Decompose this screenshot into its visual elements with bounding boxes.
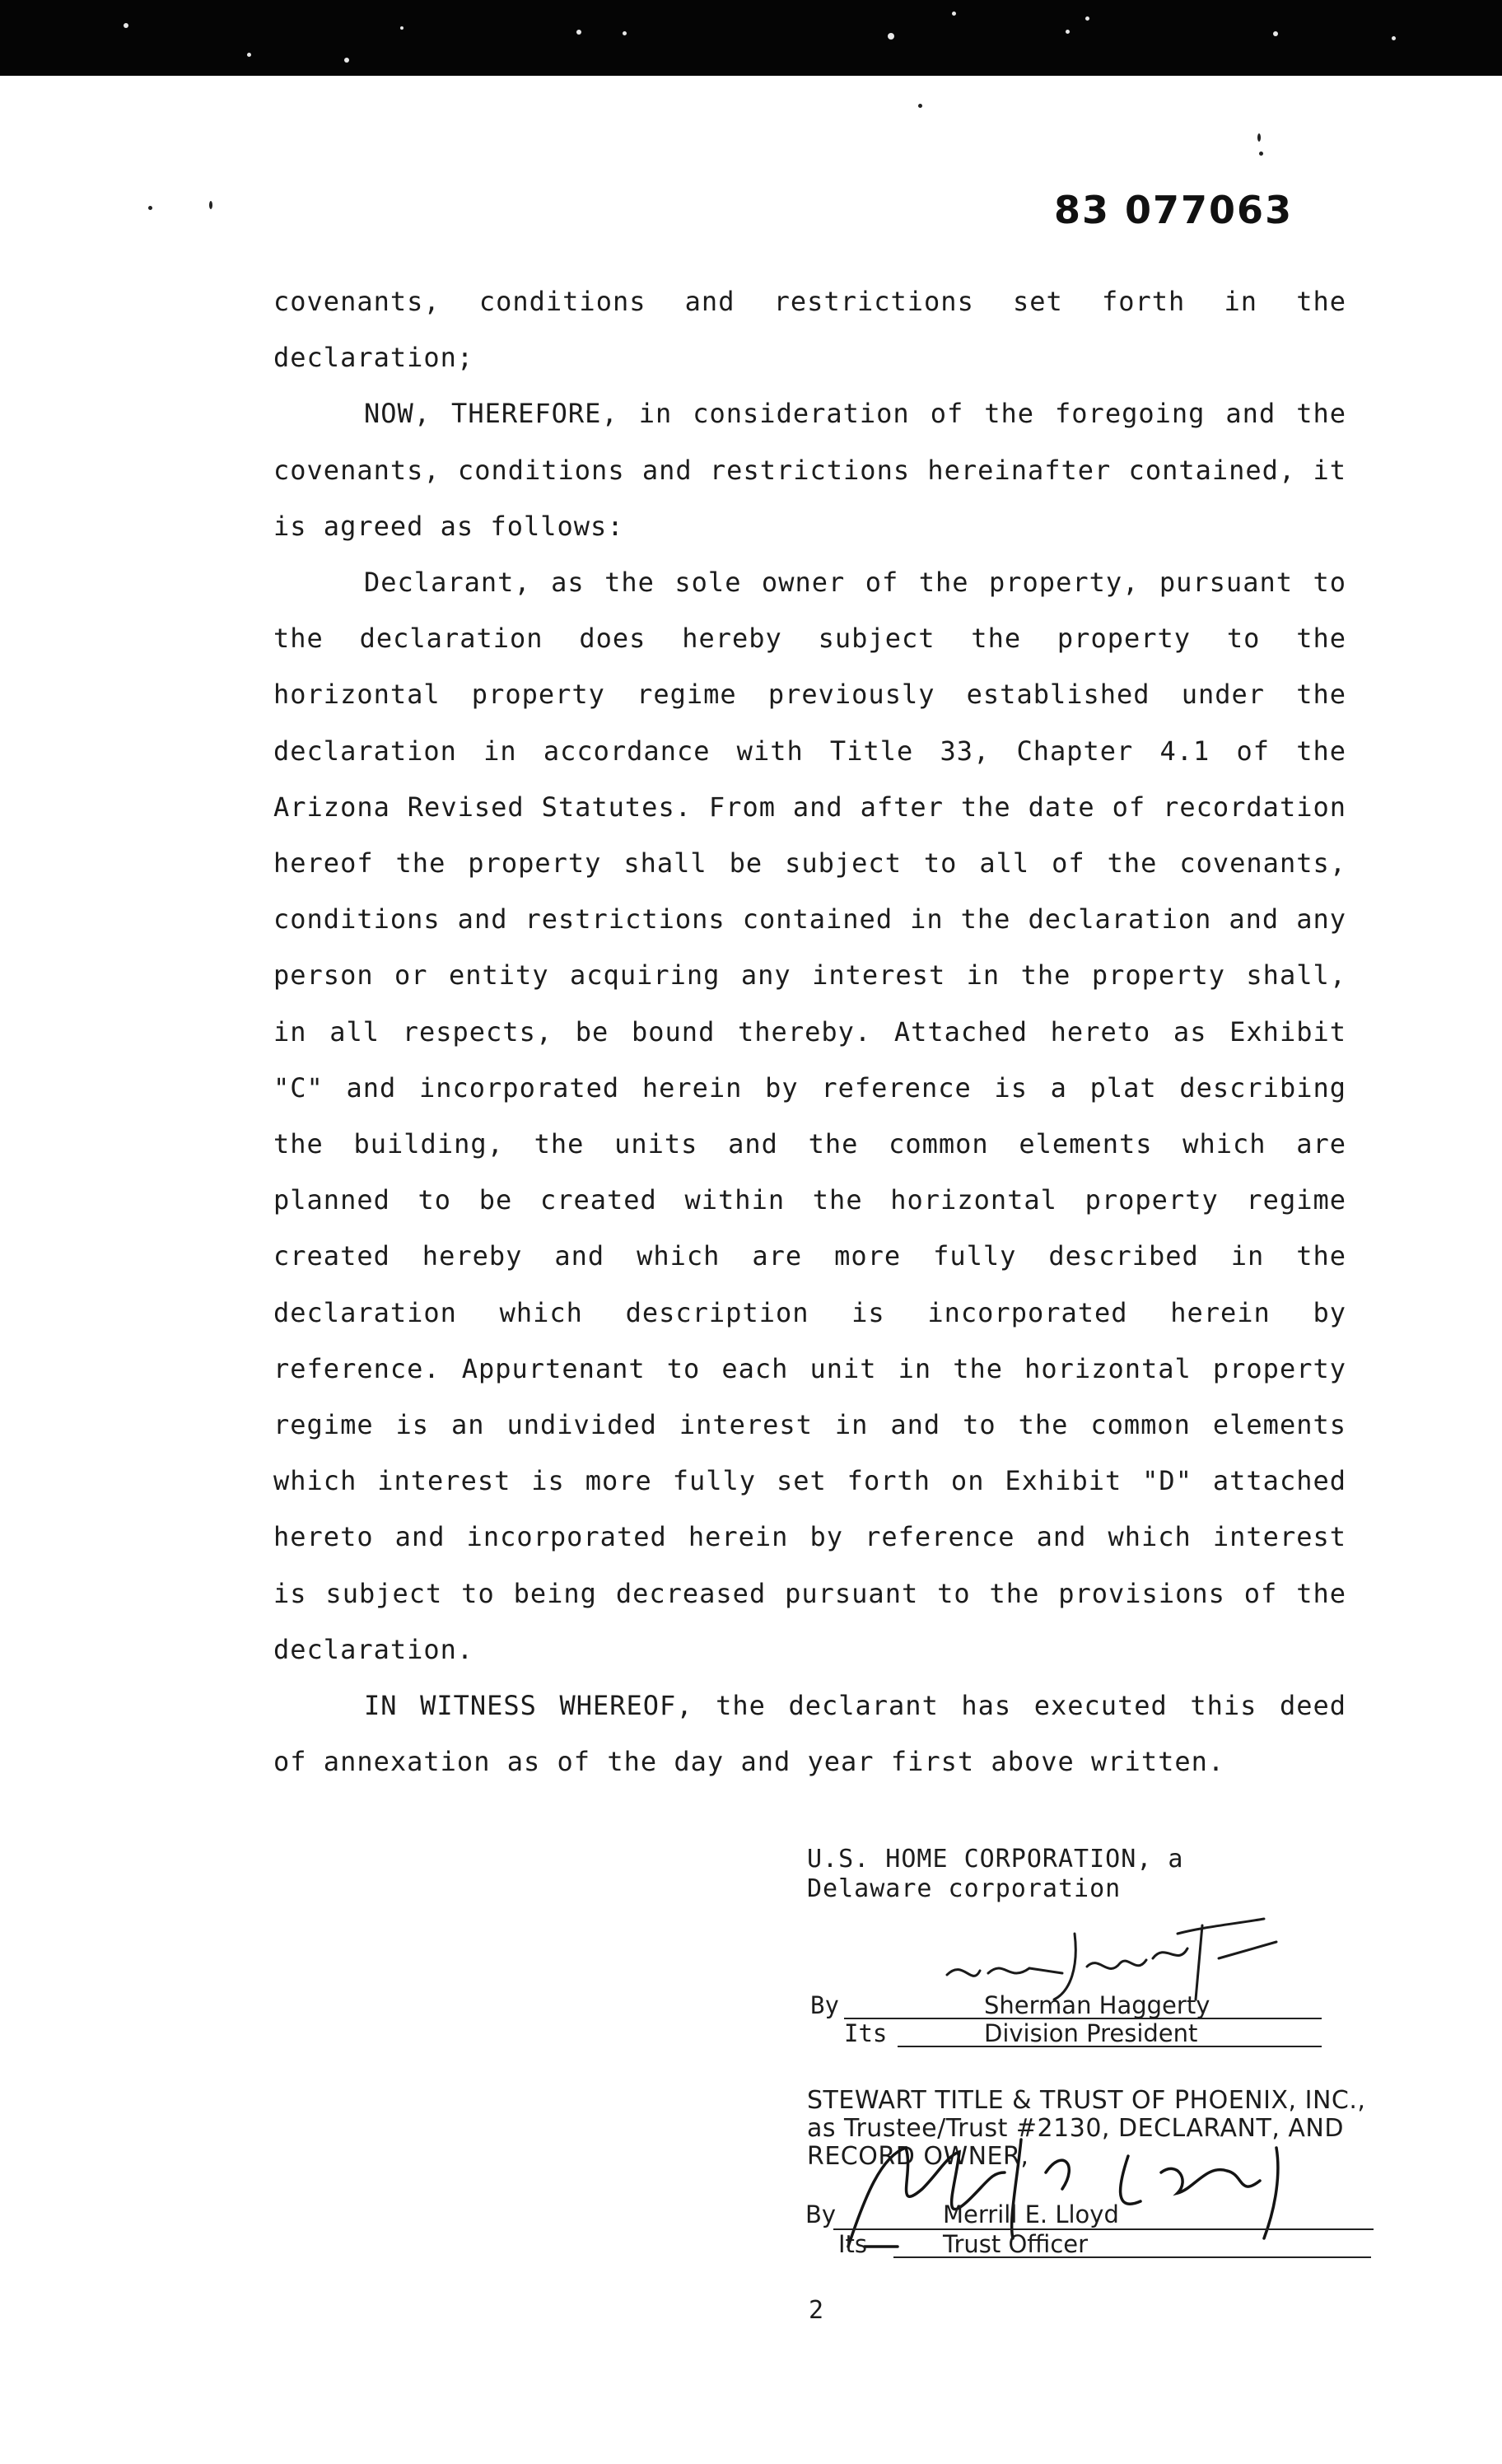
scan-speck xyxy=(918,104,922,108)
recording-number: 83 077063 xyxy=(1054,188,1294,232)
signer-name-1: Sherman Haggerty xyxy=(984,1991,1210,2019)
paragraph-3: Declarant, as the sole owner of the property, pursuant to the declaration does hereby subject the property to the horizontal property regime previously established under the declaration in accordance with Title 33, Chapter 4.1 of the Arizona Revised Statutes. From and after the date of recordation hereof the property shall be subject to all of the covenants, conditions and restrictions contained in the declaration and any person or entity acquiring any interest in the property shall, in all respects, be bound thereby. Attached hereto as Exhibit "C" and incorporated herein by reference is a plat describing the building, the units and the common elements which are planned to be created within the horizontal property regime created hereby and which are more fully described in the declaration which description is incorporated herein by reference. Appurtenant to each unit in the horizontal property regime is an undivided interest in and to the common elements which interest is more fully set forth on Exhibit "D" attached hereto and incorporated herein by reference and which interest is subject to being decreased pursuant to the provisions of the declaration. xyxy=(273,567,1346,1665)
signature-block-us-home xyxy=(807,1845,1183,1904)
signer-title-1: Division President xyxy=(984,2019,1198,2047)
company-line-1: U.S. HOME CORPORATION, a xyxy=(807,1845,1184,1874)
paragraph-2: NOW, THEREFORE, in consideration of the foregoing and the covenants, conditions and restrictions hereinafter contained, it is agreed as follows: xyxy=(273,398,1346,542)
its-label-1: Its xyxy=(844,2019,888,2047)
by-label-2: By xyxy=(805,2200,837,2228)
company-line-2: Delaware corporation xyxy=(807,1874,1122,1903)
signer-title-2: Trust Officer xyxy=(943,2230,1089,2258)
scan-speck xyxy=(1259,152,1263,156)
paragraph-1: covenants, conditions and restrictions set forth in the declaration; xyxy=(273,286,1346,374)
trustee-line-2: as Trustee/Trust #2130, DECLARANT, AND xyxy=(807,2114,1344,2143)
scan-speck xyxy=(148,206,152,210)
signer-name-2: Merrill E. Lloyd xyxy=(943,2200,1119,2228)
by-row-1 xyxy=(810,1991,839,2019)
trustee-line-3: RECORD OWNER, xyxy=(807,2142,1029,2171)
signature-line-2 xyxy=(833,2228,1374,2230)
by-row-2 xyxy=(805,2200,836,2228)
page-number: 2 xyxy=(809,2296,824,2325)
scan-dark-band xyxy=(0,0,1502,76)
its-label-2: Its xyxy=(838,2230,868,2258)
trustee-line-1: STEWART TITLE & TRUST OF PHOENIX, INC., xyxy=(807,2086,1366,2115)
scan-speck xyxy=(1257,133,1261,142)
by-label: By xyxy=(810,1991,839,2019)
scan-speck xyxy=(209,201,212,209)
document-body xyxy=(273,273,1346,1790)
paragraph-4: IN WITNESS WHEREOF, the declarant has executed this deed of annexation as of the day and year first above written. xyxy=(273,1690,1346,1778)
